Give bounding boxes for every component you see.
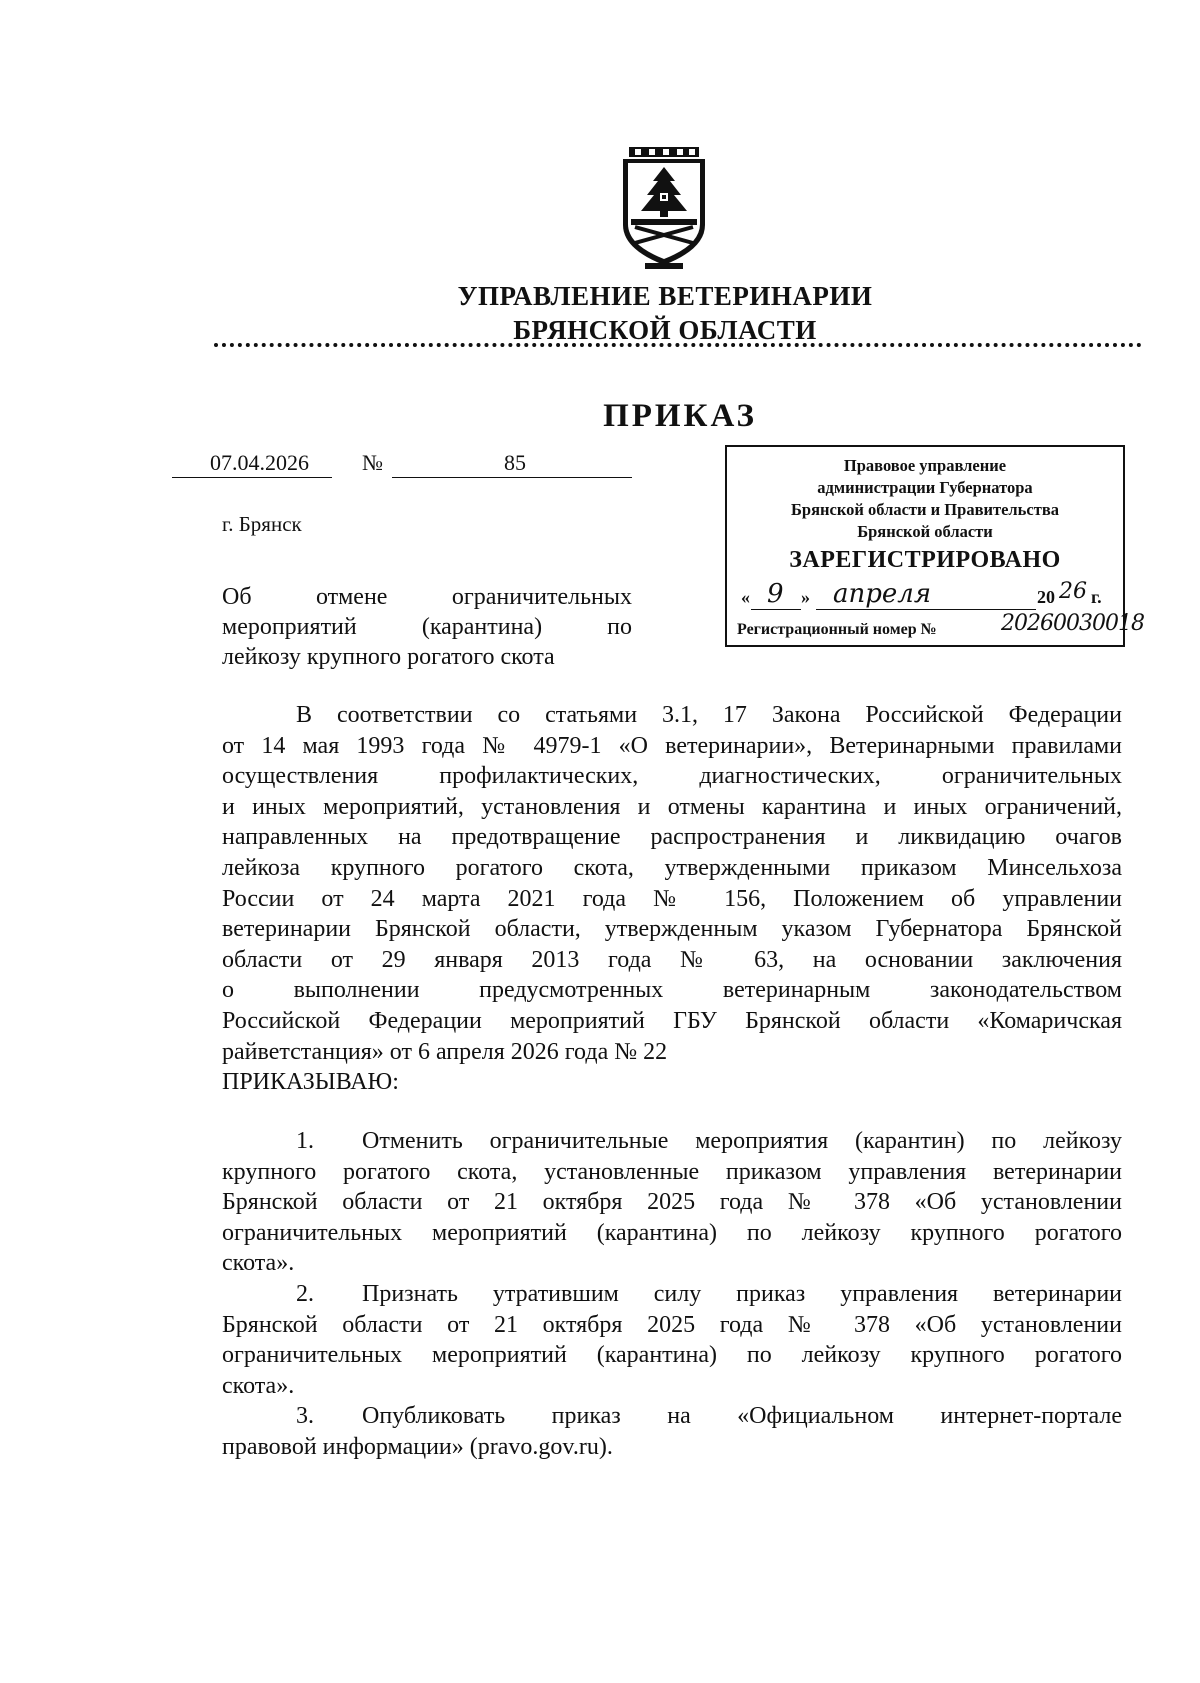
item-line: ограничительных мероприятий (карантина) по лейкозу крупного рогатого [222, 1219, 1122, 1246]
preamble [222, 700, 1122, 1098]
stamp-month: апреля [833, 579, 932, 609]
stamp-line4: Брянской области [857, 522, 993, 541]
date-number-line [172, 448, 632, 482]
order-item-2 [222, 1279, 1122, 1401]
item-line: Брянской области от 21 октября 2025 года № 378 «Об установлении [222, 1189, 1122, 1216]
order-items [222, 1126, 1122, 1463]
item-first-line [222, 1126, 1122, 1157]
stamp-month-underline [816, 609, 1036, 610]
number-sign: № [362, 450, 383, 475]
stamp-quote-close: » [801, 587, 810, 607]
stamp-year-handwritten: 26 [1059, 579, 1087, 604]
preamble-line: о выполнении предусмотренных ветеринарным законодательством [222, 977, 1122, 1004]
preamble-line: лейкоза крупного рогатого скота, утвержденными приказом Минсельхоза [222, 854, 1122, 881]
item-number: 1. [296, 1128, 314, 1154]
item-number: 2. [296, 1280, 314, 1307]
stamp-day-underline [751, 609, 801, 610]
organization-name-line1: УПРАВЛЕНИЕ ВЕТЕРИНАРИИ [457, 281, 873, 311]
document-number: 85 [504, 450, 526, 475]
date-underline [172, 477, 332, 478]
item-number: 3. [296, 1403, 314, 1430]
header-divider [214, 343, 1142, 347]
order-item-1 [222, 1126, 1122, 1279]
stamp-line1: Правовое управление [843, 456, 1007, 475]
subject-line: мероприятий (карантина) по [222, 614, 632, 640]
subject-line: Об отмене ограничительных [222, 584, 632, 610]
item-first-line [222, 1279, 1122, 1310]
item-line: скота». [222, 1250, 295, 1277]
stamp-quote-open: « [741, 587, 750, 607]
item-first-line [222, 1401, 1122, 1432]
preamble-line: направленных на предотвращение распространения и ликвидацию очагов [222, 824, 1122, 851]
document-date: 07.04.2026 [210, 450, 309, 475]
preamble-line: области от 29 января 2013 года № 63, на основании заключения [222, 946, 1122, 973]
order-word: ПРИКАЗЫВАЮ: [222, 1069, 399, 1096]
item-line: правовой информации» (pravo.gov.ru). [222, 1433, 613, 1460]
preamble-line: и иных мероприятий, установления и отмены карантина и иных ограничений, [222, 793, 1122, 820]
stamp-line3: Брянской области и Правительства [791, 500, 1059, 519]
item-line: Отменить ограничительные мероприятия (карантин) по лейкозу [362, 1128, 1122, 1154]
preamble-line: России от 24 марта 2021 года № 156, Положением об управлении [222, 885, 1122, 912]
preamble-line: ветеринарии Брянской области, утвержденным указом Губернатора Брянской [222, 916, 1122, 943]
stamp-reg-number: 20260030018 [1001, 611, 1144, 636]
stamp-reg-number-label: Регистрационный номер № [737, 621, 937, 638]
preamble-line: райветстанция» от 6 апреля 2026 года № 22 [222, 1038, 668, 1065]
stamp-day: 9 [767, 579, 784, 609]
coat-of-arms-icon [615, 145, 713, 271]
item-line: Признать утратившим силу приказ управления ветеринарии [362, 1280, 1122, 1307]
stamp-year-suffix: г. [1091, 587, 1102, 607]
item-line: Брянской области от 21 октября 2025 года № 378 «Об установлении [222, 1311, 1122, 1338]
preamble-line: от 14 мая 1993 года № 4979-1 «О ветеринарии», Ветеринарными правилами [222, 732, 1122, 759]
preamble-line: В соответствии со статьями 3.1, 17 Закона Российской Федерации [296, 702, 1122, 728]
stamp-line2: администрации Губернатора [817, 478, 1033, 497]
stamp-year-prefix: 20 [1037, 587, 1055, 607]
organization-name-line2: БРЯНСКОЙ ОБЛАСТИ [513, 315, 817, 345]
preamble-line: осуществления профилактических, диагностических, ограничительных [222, 763, 1122, 790]
item-line: Опубликовать приказ на «Официальном интернет-портале [362, 1403, 1122, 1430]
item-line: ограничительных мероприятий (карантина) по лейкозу крупного рогатого [222, 1342, 1122, 1369]
item-line: крупного рогатого скота, установленные приказом управления ветеринарии [222, 1158, 1122, 1185]
document-city: г. Брянск [222, 512, 302, 536]
number-underline [392, 477, 632, 478]
preamble-line: Российской Федерации мероприятий ГБУ Брянской области «Комаричская [222, 1007, 1122, 1034]
registration-stamp [725, 445, 1144, 647]
document-title: ПРИКАЗ [603, 398, 757, 434]
stamp-registered: ЗАРЕГИСТРИРОВАНО [789, 547, 1061, 573]
subject-line: лейкозу крупного рогатого скота [222, 644, 555, 670]
order-item-3 [222, 1401, 1122, 1462]
document-subject [222, 582, 632, 672]
item-line: скота». [222, 1372, 295, 1399]
